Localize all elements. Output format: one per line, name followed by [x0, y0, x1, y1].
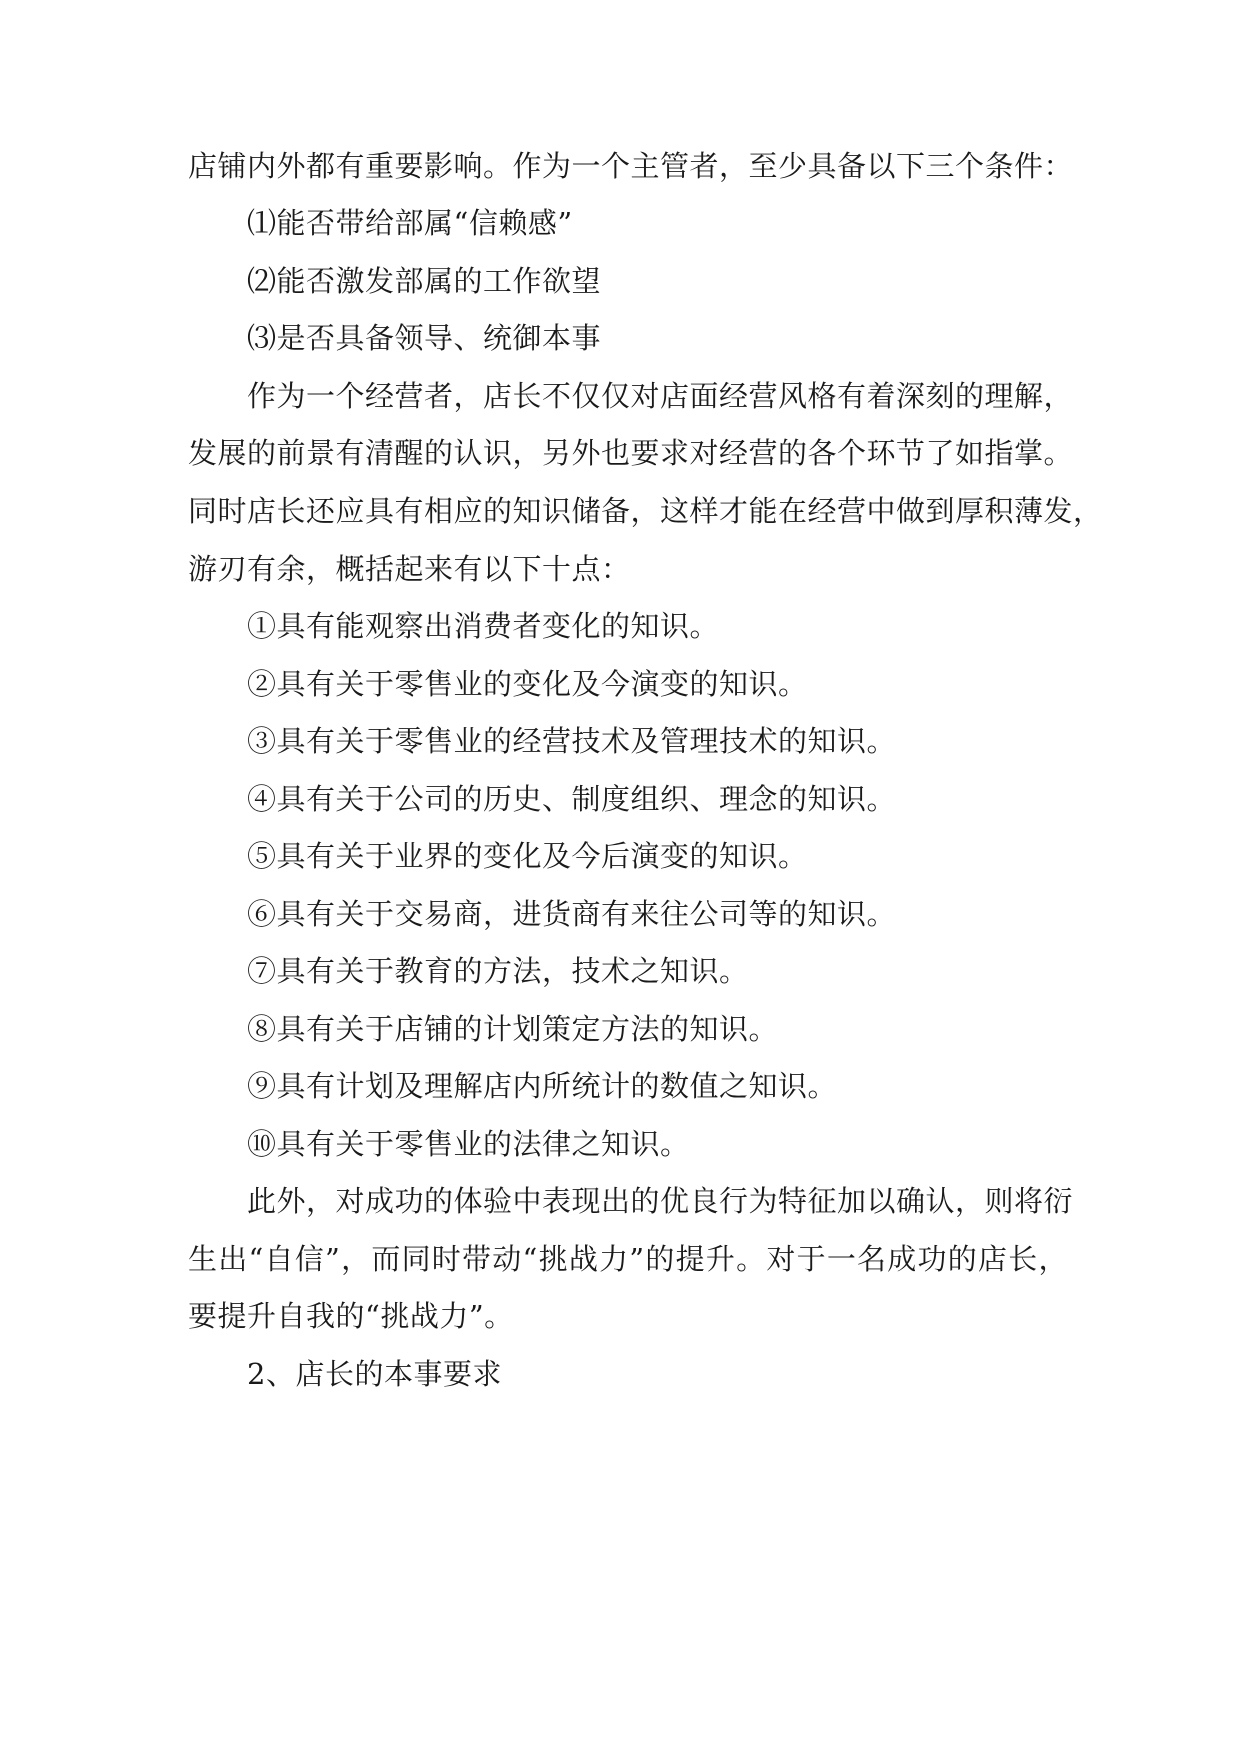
paragraph-line: 作为一个经营者，店长不仅仅对店面经营风格有着深刻的理解， [247, 379, 1074, 413]
knowledge-item: ③具有关于零售业的经营技术及管理技术的知识。 [247, 724, 897, 758]
knowledge-item: ①具有能观察出消费者变化的知识。 [247, 609, 720, 643]
paragraph-line: 游刃有余，概括起来有以下十点： [188, 552, 631, 586]
paragraph-line: 此外，对成功的体验中表现出的优良行为特征加以确认，则将衍 [247, 1184, 1074, 1218]
paragraph-line: 发展的前景有清醒的认识，另外也要求对经营的各个环节了如指掌。 [188, 436, 1074, 470]
knowledge-item: ⑨具有计划及理解店内所统计的数值之知识。 [247, 1069, 838, 1103]
knowledge-item: ⑥具有关于交易商，进货商有来往公司等的知识。 [247, 897, 897, 931]
paragraph-line: 店铺内外都有重要影响。作为一个主管者，至少具备以下三个条件： [188, 149, 1074, 183]
paragraph-line: 生出“自信”，而同时带动“挑战力”的提升。对于一名成功的店长， [188, 1242, 1068, 1276]
condition-item: ⑶是否具备领导、统御本事 [247, 321, 602, 355]
knowledge-item: ⑦具有关于教育的方法，技术之知识。 [247, 954, 749, 988]
knowledge-item: ⑤具有关于业界的变化及今后演变的知识。 [247, 839, 808, 873]
section-heading: 2、店长的本事要求 [247, 1357, 502, 1391]
paragraph-line: 同时店长还应具有相应的知识储备，这样才能在经营中做到厚积薄发， [188, 494, 1103, 528]
knowledge-item: ⑧具有关于店铺的计划策定方法的知识。 [247, 1012, 779, 1046]
knowledge-item: ④具有关于公司的历史、制度组织、理念的知识。 [247, 782, 897, 816]
knowledge-item: ②具有关于零售业的变化及今演变的知识。 [247, 667, 808, 701]
condition-item: ⑵能否激发部属的工作欲望 [247, 264, 602, 298]
condition-item: ⑴能否带给部属“信赖感” [247, 206, 573, 240]
paragraph-line: 要提升自我的“挑战力”。 [188, 1299, 514, 1333]
knowledge-item: ⑩具有关于零售业的法律之知识。 [247, 1127, 690, 1161]
